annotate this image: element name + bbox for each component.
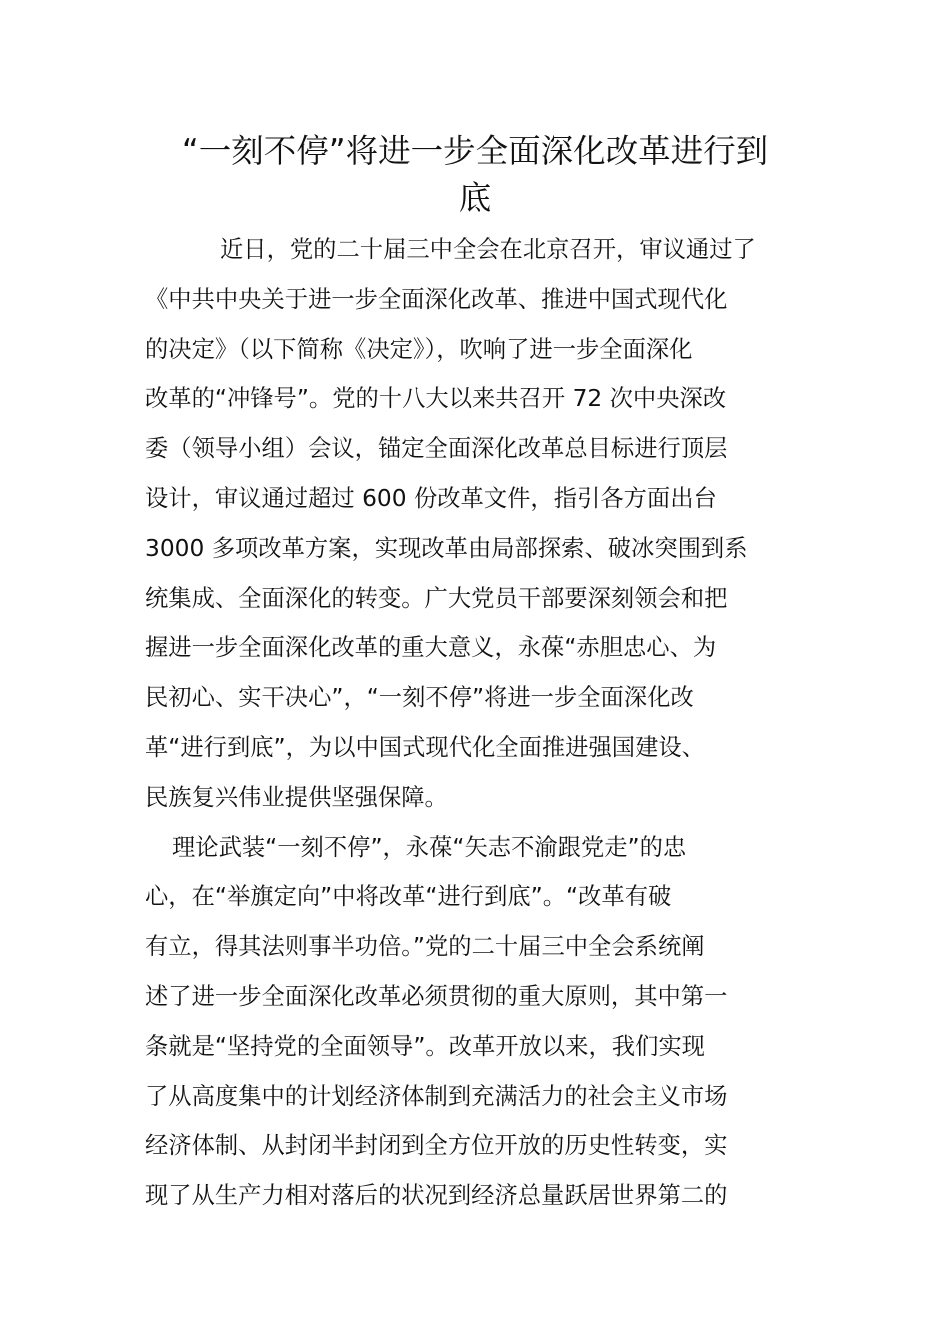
paragraph-line: 统集成、全面深化的转变。广大党员干部要深刻领会和把	[145, 584, 728, 612]
paragraph-line: 设计，审议通过超过 600 份改革文件，指引各方面出台	[145, 484, 717, 512]
paragraph-line: 握进一步全面深化改革的重大意义，永葆“赤胆忠心、为	[145, 634, 717, 662]
paragraph-line: 民族复兴伟业提供坚强保障。	[145, 783, 448, 811]
title-line-1: “一刻不停”将进一步全面深化改革进行到	[181, 132, 769, 170]
paragraph-line: 心，在“举旗定向”中将改革“进行到底”。“改革有破	[145, 883, 672, 911]
title-line-2: 底	[458, 179, 492, 217]
paragraph-line: 3000 多项改革方案，实现改革由局部探索、破冰突围到系	[145, 534, 748, 562]
paragraph-line: 经济体制、从封闭半封闭到全方位开放的历史性转变，实	[145, 1132, 728, 1160]
paragraph-line: 条就是“坚持党的全面领导”。改革开放以来，我们实现	[145, 1032, 705, 1060]
paragraph-line: 了从高度集中的计划经济体制到充满活力的社会主义市场	[145, 1082, 728, 1110]
paragraph-line: 《中共中央关于进一步全面深化改革、推进中国式现代化	[145, 285, 728, 313]
paragraph-1	[145, 225, 805, 823]
paragraph-line: 委（领导小组）会议，锚定全面深化改革总目标进行顶层	[145, 435, 728, 463]
paragraph-line: 的决定》（以下简称《决定》），吹响了进一步全面深化	[145, 335, 693, 363]
paragraph-line: 近日，党的二十届三中全会在北京召开，审议通过了	[220, 236, 756, 263]
paragraph-line: 现了从生产力相对落后的状况到经济总量跃居世界第二的	[145, 1182, 728, 1210]
document-title	[145, 128, 805, 222]
document-body	[145, 225, 805, 1221]
paragraph-line: 民初心、实干决心”，“一刻不停”将进一步全面深化改	[145, 684, 694, 712]
paragraph-line: 改革的“冲锋号”。党的十八大以来共召开 72 次中央深改	[145, 385, 727, 413]
paragraph-line: 革“进行到底”，为以中国式现代化全面推进强国建设、	[145, 733, 705, 761]
paragraph-line: 有立，得其法则事半功倍。”党的二十届三中全会系统阐	[145, 933, 705, 961]
paragraph-2	[145, 823, 805, 1221]
paragraph-line: 理论武装“一刻不停”，永葆“矢志不渝跟党走”的忠	[172, 833, 687, 861]
paragraph-line: 述了进一步全面深化改革必须贯彻的重大原则，其中第一	[145, 982, 728, 1010]
